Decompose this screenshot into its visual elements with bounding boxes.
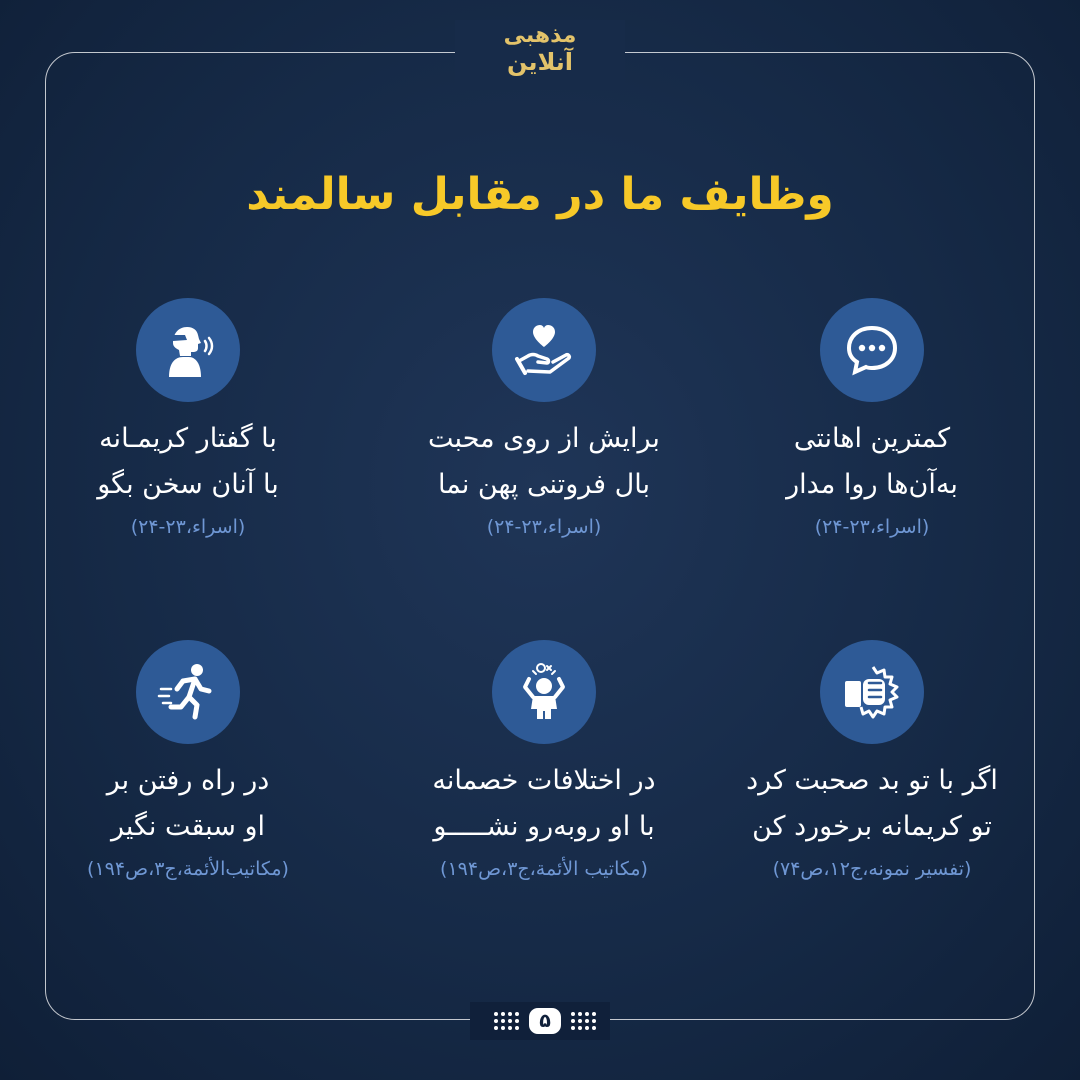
card-line-2: با او روبه‌رو نشـــــو bbox=[433, 811, 655, 842]
card-source: (اسراء،۲۳-۲۴) bbox=[486, 516, 602, 538]
card-kindness bbox=[712, 640, 1032, 880]
running-person-icon bbox=[136, 640, 240, 744]
card-source: (تفسیر نمونه،ج۱۲،ص۷۴) bbox=[772, 858, 972, 880]
card-speech bbox=[28, 298, 348, 538]
card-line-2: او سبقت نگیر bbox=[110, 811, 266, 842]
angry-person-icon bbox=[492, 640, 596, 744]
card-line-2: تو کریمانه برخورد کن bbox=[752, 811, 992, 842]
card-line-1: برایش از روی محبت bbox=[428, 423, 660, 454]
card-line-1: اگر با تو بد صحبت کرد bbox=[746, 765, 998, 796]
brand-line-2: آنلاین bbox=[506, 48, 574, 76]
card-conflict bbox=[384, 640, 704, 880]
card-insult bbox=[712, 298, 1032, 538]
fist-icon bbox=[820, 640, 924, 744]
brand-logo bbox=[455, 22, 625, 88]
card-line-1: کمترین اهانتی bbox=[793, 423, 951, 454]
card-source: (اسراء،۲۳-۲۴) bbox=[814, 516, 930, 538]
card-source: (مکاتیب الأئمة،ج۳،ص۱۹۴) bbox=[440, 858, 648, 880]
card-humility bbox=[384, 298, 704, 538]
card-line-2: به‌آن‌ها روا مدار bbox=[786, 469, 958, 500]
page-title: وظایف ما در مقابل سالمند bbox=[246, 169, 834, 220]
card-line-1: با گفتار کریمـانه bbox=[99, 423, 277, 454]
brand-line-1: مذهبی bbox=[503, 23, 577, 48]
card-source: (اسراء،۲۳-۲۴) bbox=[130, 516, 246, 538]
dots-right-icon bbox=[571, 1012, 596, 1030]
heart-hand-icon bbox=[492, 298, 596, 402]
card-line-1: در راه رفتن بر bbox=[106, 765, 270, 796]
card-walking bbox=[28, 640, 348, 880]
card-line-2: بال فروتنی پهن نما bbox=[438, 469, 650, 500]
card-line-1: در اختلافات خصمانه bbox=[432, 765, 656, 796]
speaking-person-icon bbox=[136, 298, 240, 402]
page-indicator bbox=[490, 1004, 600, 1038]
page-number: ۵ bbox=[529, 1008, 561, 1034]
card-source: (مکاتیب‌الأئمة،ج۳،ص۱۹۴) bbox=[87, 858, 289, 880]
chat-bubble-icon bbox=[820, 298, 924, 402]
card-line-2: با آنان سخن بگو bbox=[97, 469, 279, 500]
dots-left-icon bbox=[494, 1012, 519, 1030]
